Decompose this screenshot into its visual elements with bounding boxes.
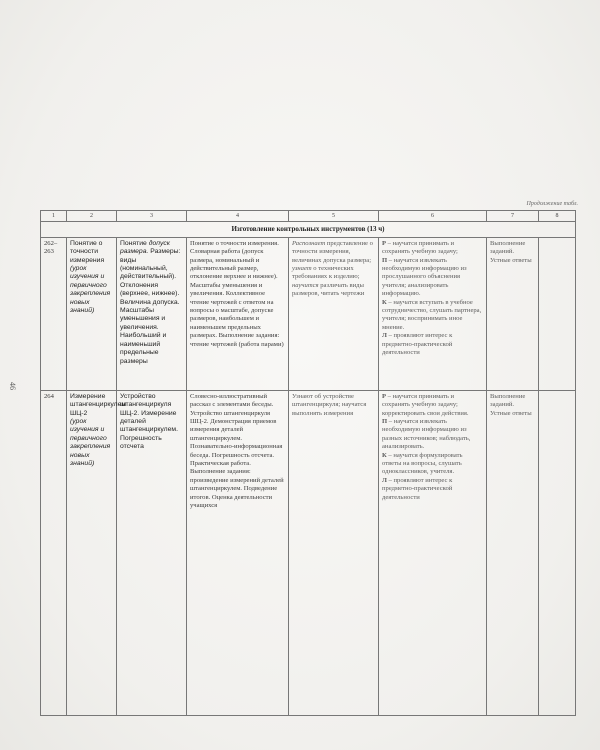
uud-item [382, 477, 483, 502]
control-cell: Выполнение заданий. Устные ответы [487, 390, 539, 715]
uud-text: – научатся принимать и сохранять учебную задачу; корректировать свои действия. [382, 392, 469, 417]
uud-letter: К [382, 451, 387, 459]
column-number: 7 [487, 211, 539, 222]
uud-text: – проявляют интерес к предметно-практической деятельности [382, 332, 453, 357]
subject-results-cell [289, 390, 379, 715]
lesson-type: (урок изучения и первичного закрепления новых знаний) [70, 418, 111, 468]
lesson-type: (урок изучения и первичного закрепления новых знаний) [70, 265, 111, 315]
lesson-plan-table [40, 210, 576, 716]
uud-text: – научатся извлекать необходимую информацию из разных источников; наблюдать, анализировать. [382, 418, 471, 451]
lesson-topic: Измерение штангенциркулем ШЦ-2 [70, 392, 127, 417]
subject-text: представление о точности измерения, величинах допуска размера; [292, 239, 373, 264]
uud-letter: Р [382, 239, 387, 247]
subject-verb: Распознает [292, 239, 326, 247]
section-row [41, 222, 576, 237]
table-row [41, 390, 576, 715]
subject-text: Узнают об устройстве штангенциркуля; научатся выполнять измерения [292, 392, 367, 417]
concepts-cell: Устройство штангенциркуля ШЦ-2. Измерение деталей штангенциркулем. Погрешность отсчета [117, 390, 187, 715]
uud-text: – научатся принимать и сохранять учебную задачу; [382, 239, 458, 256]
uud-letter: П [382, 418, 388, 426]
uud-cell [379, 237, 487, 390]
column-number: 5 [289, 211, 379, 222]
uud-cell [379, 390, 487, 715]
uud-letter: Л [382, 332, 387, 340]
uud-letter: Л [382, 476, 387, 484]
column-number: 2 [67, 211, 117, 222]
uud-letter: Р [382, 392, 387, 400]
concepts-italic: допуск размера. [120, 239, 170, 256]
uud-text: – научатся вступать в учебное сотрудничество, слушать партнера, учителя; воспринимать иное мнение. [382, 298, 482, 331]
subject-results-cell [289, 237, 379, 390]
column-number-row [41, 211, 576, 222]
control-cell: Выполнение заданий. Устные ответы [487, 237, 539, 390]
uud-text: – научатся формулировать ответы на вопросы, слушать одноклассников, учителя. [382, 451, 463, 476]
column-number: 6 [379, 211, 487, 222]
column-number: 8 [539, 211, 576, 222]
empty-cell [539, 390, 576, 715]
lesson-topic-cell [67, 237, 117, 390]
subject-text: различать виды размеров, читать чертежи [292, 281, 365, 298]
lesson-topic: Понятие о точности измерения [70, 239, 105, 264]
column-number: 4 [187, 211, 289, 222]
uud-letter: К [382, 298, 387, 306]
subject-verb: узнает [292, 265, 312, 273]
continuation-note: Продолжение табл. [526, 201, 578, 207]
lesson-topic-cell [67, 390, 127, 715]
subject-text: о технических требованиях к изделию; [292, 265, 360, 281]
concepts-cell [117, 237, 187, 390]
uud-letter: П [382, 256, 388, 264]
uud-item [382, 257, 483, 299]
concepts-text: Размеры: виды (номинальный, действительный). Отклонения (верхнее, нижнее). Величина допуска. Масштабы уменьшения и увеличения. Наибольший и наименьший предельные размеры [120, 248, 181, 365]
uud-text: – научатся извлекать необходимую информацию из прослушанного объяснения учителя; анализировать информацию. [382, 256, 467, 298]
empty-cell [539, 237, 576, 390]
subject-verb: научится [292, 281, 319, 289]
activity-cell: Понятие о точности измерения. Словарная работа (допуск размера, номинальный и действительный размер, отклонение верхнее и нижнее). Масштабы уменьшения и увеличения. Коллективное чтение чертежей с ответом на вопросы о масштабе, допуске размеров, наибольшем и наименьшем предельных размерах. Выполнение задания: чтение чертежей (работа парами) [187, 237, 289, 390]
uud-item [382, 299, 483, 333]
section-title: Изготовление контрольных инструментов (13 ч) [41, 222, 576, 237]
column-number: 3 [117, 211, 187, 222]
column-number: 1 [41, 211, 67, 222]
lesson-number: 262–263 [41, 237, 67, 390]
uud-item [382, 393, 483, 418]
page-number: 46 [8, 382, 17, 390]
lesson-number: 264 [41, 390, 67, 715]
activity-cell: Словесно-иллюстративный рассказ с элементами беседы. Устройство штангенциркуля ШЦ-2. Демонстрация приемов измерения деталей штангенциркулем. Познавательно-информационная беседа. Погрешность отсчета. Практическая работа. Выполнение задания: произведение измерений деталей штангенциркулем. Подведение итогов. Оценка деятельности учащихся [187, 390, 289, 715]
uud-item [382, 332, 483, 357]
uud-text: – проявляют интерес к предметно-практической деятельности [382, 476, 453, 501]
uud-item [382, 418, 483, 452]
uud-item [382, 452, 483, 477]
concepts-prefix: Понятие [120, 239, 149, 247]
table-row [41, 237, 576, 390]
uud-item [382, 240, 483, 257]
